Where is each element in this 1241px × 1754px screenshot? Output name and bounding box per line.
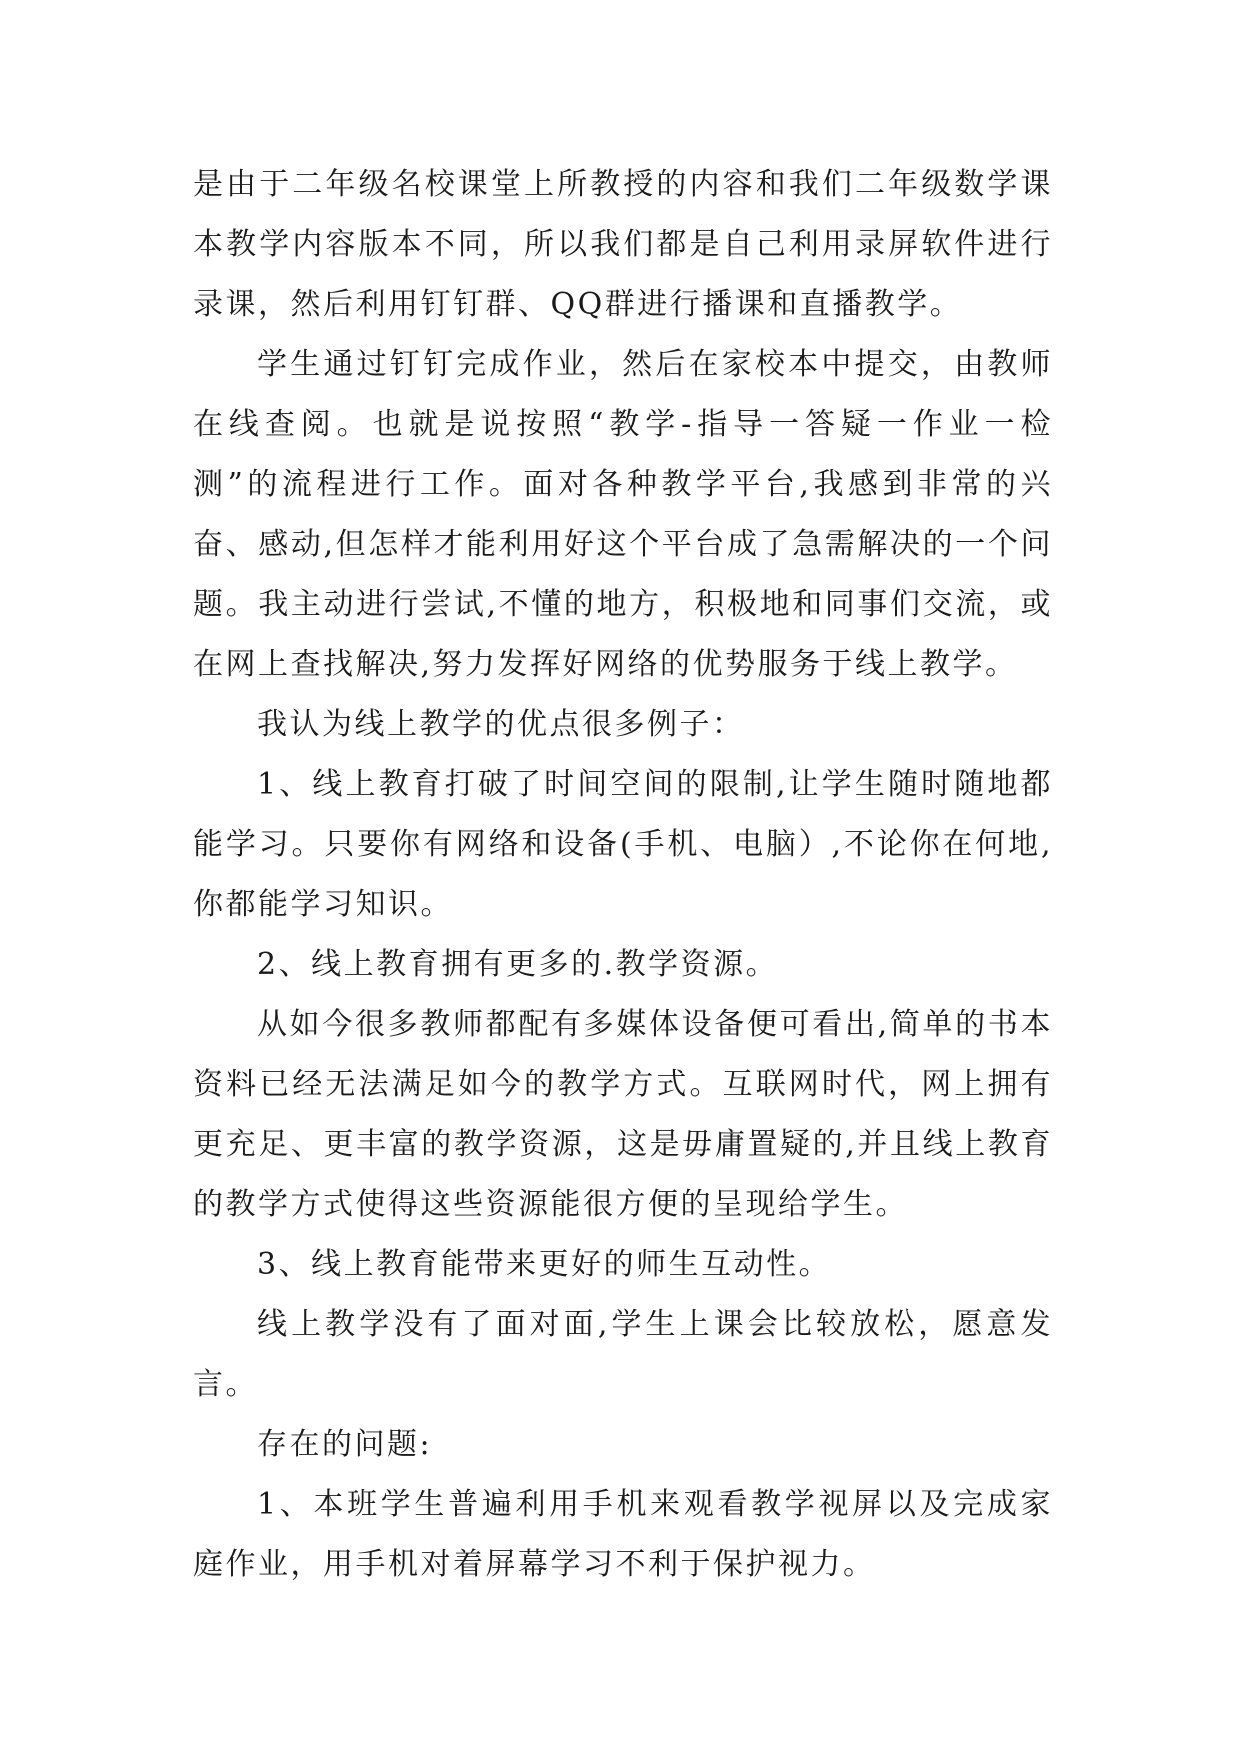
paragraph-2: 学生通过钉钉完成作业，然后在家校本中提交，由教师在线查阅。也就是说按照“教学-指导一答疑一作业一检测”的流程进行工作。面对各种教学平台,我感到非常的兴奋、感动,但怎样才能利用好这个平台成了急需解决的一个问题。我主动进行尝试,不懂的地方，积极地和同事们交流，或在网上查找解决,努力发挥好网络的优势服务于线上教学。 bbox=[193, 347, 1053, 682]
paragraph-4: 1、线上教育打破了时间空间的限制,让学生随时随地都能学习。只要你有网络和设备(手机、电脑）,不论你在何地,你都能学习知识。 bbox=[193, 767, 1053, 922]
paragraph-3: 我认为线上教学的优点很多例子： bbox=[257, 707, 745, 742]
paragraph-8: 线上教学没有了面对面,学生上课会比较放松，愿意发言。 bbox=[193, 1307, 1053, 1402]
paragraph-6: 从如今很多教师都配有多媒体设备便可看出,简单的书本资料已经无法满足如今的教学方式。互联网时代，网上拥有更充足、更丰富的教学资源，这是毋庸置疑的,并且线上教育的教学方式使得这些资源能很方便的呈现给学生。 bbox=[193, 1007, 1053, 1222]
paragraph-7: 3、线上教育能带来更好的师生互动性。 bbox=[257, 1247, 832, 1282]
paragraph-5: 2、线上教育拥有更多的.教学资源。 bbox=[257, 947, 779, 982]
paragraph-9: 存在的问题: bbox=[257, 1427, 433, 1462]
document-body bbox=[193, 155, 1053, 1595]
paragraph-1: 是由于二年级名校课堂上所教授的内容和我们二年级数学课本教学内容版本不同，所以我们都是自己利用录屏软件进行录课，然后利用钉钉群、QQ群进行播课和直播教学。 bbox=[193, 167, 1053, 322]
paragraph-10: 1、本班学生普遍利用手机来观看教学视屏以及完成家庭作业，用手机对着屏幕学习不利于保护视力。 bbox=[193, 1487, 1053, 1582]
